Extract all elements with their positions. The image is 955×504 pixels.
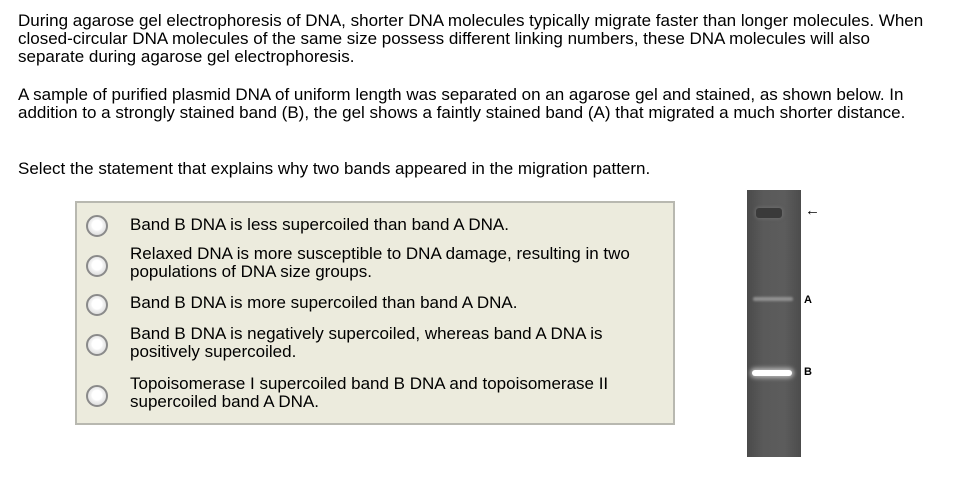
band-b-label: B [804, 366, 812, 378]
answer-option-4-text[interactable]: Band B DNA is negatively supercoiled, whereas band A DNA is positively supercoiled. [130, 324, 603, 361]
band-a-label: A [804, 294, 812, 306]
gel-band-b [752, 370, 792, 376]
answer-option-5-text[interactable]: Topoisomerase I supercoiled band B DNA and topoisomerase II supercoiled band A DNA. [130, 374, 609, 411]
well-arrow-icon: ← [805, 202, 820, 219]
answer-option-1-text[interactable]: Band B DNA is less supercoiled than band A DNA. [130, 215, 509, 234]
question-prompt: Select the statement that explains why two bands appeared in the migration pattern. [18, 159, 651, 178]
radio-button-5[interactable] [86, 385, 108, 407]
radio-button-4[interactable] [86, 334, 108, 356]
radio-button-1[interactable] [86, 215, 108, 237]
agarose-gel-image [747, 190, 801, 457]
question-paragraph-2: A sample of purified plasmid DNA of uniform length was separated on an agarose gel and stained, as shown below. In addition to a strongly stained band (B), the gel shows a faintly stained band (A) that migrated a much shorter distance. [18, 85, 906, 122]
gel-band-a [753, 297, 793, 301]
gel-well [756, 208, 782, 218]
answer-option-2-text[interactable]: Relaxed DNA is more susceptible to DNA damage, resulting in two populations of DNA size groups. [130, 244, 630, 281]
question-paragraph-1: During agarose gel electrophoresis of DNA, shorter DNA molecules typically migrate faster than longer molecules. When closed-circular DNA molecules of the same size possess different linking numbers, these DNA molecules will also separate during agarose gel electrophoresis. [18, 11, 924, 66]
radio-button-2[interactable] [86, 255, 108, 277]
answer-option-3-text[interactable]: Band B DNA is more supercoiled than band A DNA. [130, 293, 518, 312]
answer-options-panel [75, 201, 675, 425]
radio-button-3[interactable] [86, 294, 108, 316]
